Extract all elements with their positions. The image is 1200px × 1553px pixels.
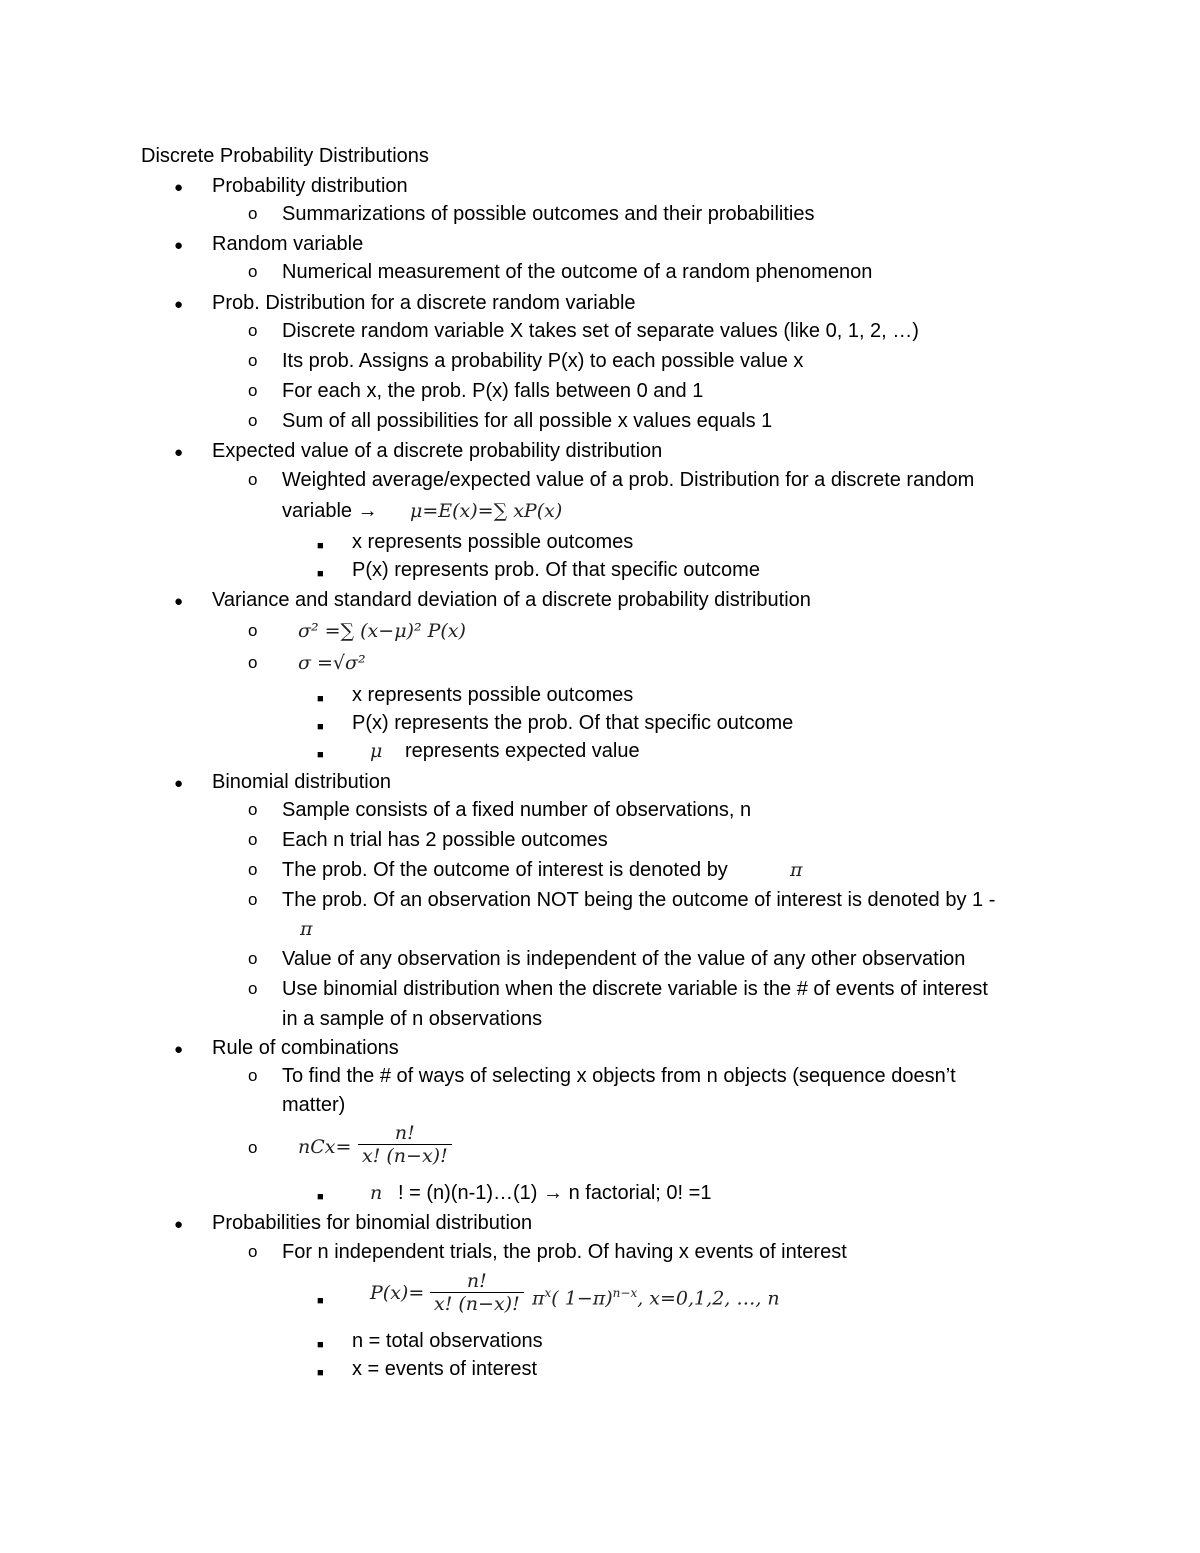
bullet-text: For n independent trials, the prob. Of having x events of interest xyxy=(282,1241,847,1263)
bullet-text: Value of any observation is independent of the value of any other observation xyxy=(282,948,966,970)
bullet-marker: ● xyxy=(174,593,184,610)
bullet-marker: ■ xyxy=(317,540,324,552)
fraction-denominator: x! (n−x)! xyxy=(434,1293,520,1315)
bullet-text: Summarizations of possible outcomes and their probabilities xyxy=(282,203,815,225)
bullet-text: x represents possible outcomes xyxy=(352,684,634,706)
pi-base: π xyxy=(532,1287,545,1310)
fraction-numerator: n! xyxy=(430,1270,524,1293)
bullet-marker: o xyxy=(248,949,258,968)
bullet-text: To find the # of ways of selecting x objects from n objects (sequence doesn’t xyxy=(282,1065,956,1087)
bullet-text: represents expected value xyxy=(405,740,640,762)
bullet-text: Variance and standard deviation of a discrete probability distribution xyxy=(212,589,811,611)
bullet-text: x represents possible outcomes xyxy=(352,531,634,553)
combination-lhs: nCx= xyxy=(298,1136,352,1158)
bullet-text: P(x) represents the prob. Of that specific outcome xyxy=(352,712,794,734)
fraction-numerator: n! xyxy=(358,1122,452,1145)
bullet-marker: o xyxy=(248,470,258,489)
std-dev-formula: σ =√σ² xyxy=(298,652,366,674)
bullet-text: variable → xyxy=(282,500,378,522)
bullet-marker: o xyxy=(248,411,258,430)
bullet-text: Sum of all possibilities for all possible x values equals 1 xyxy=(282,410,773,432)
bullet-marker: ■ xyxy=(317,568,324,580)
bullet-marker: ■ xyxy=(317,1295,324,1307)
bullet-text: Rule of combinations xyxy=(212,1037,399,1059)
binomial-lhs: P(x)= xyxy=(370,1282,425,1304)
bullet-text: The prob. Of the outcome of interest is denoted by xyxy=(282,859,728,881)
domain-of-x: , x=0,1,2, …, n xyxy=(637,1287,780,1310)
exponent-x: x xyxy=(544,1286,552,1300)
bullet-marker: o xyxy=(248,653,258,672)
bullet-marker: ■ xyxy=(317,1191,324,1203)
bullet-text: Expected value of a discrete probability distribution xyxy=(212,440,663,462)
bullet-marker: ■ xyxy=(317,1367,324,1379)
bullet-marker: o xyxy=(248,1242,258,1261)
bullet-marker: ● xyxy=(174,237,184,254)
bullet-text: Probability distribution xyxy=(212,175,408,197)
bullet-text: Discrete random variable X takes set of separate values (like 0, 1, 2, …) xyxy=(282,320,919,342)
bullet-marker: o xyxy=(248,890,258,909)
pi-symbol: π xyxy=(790,859,803,881)
bullet-marker: o xyxy=(248,262,258,281)
bullet-marker: o xyxy=(248,979,258,998)
bullet-text: Its prob. Assigns a probability P(x) to each possible value x xyxy=(282,350,804,372)
fraction-denominator: x! (n−x)! xyxy=(362,1145,448,1167)
bullet-text: matter) xyxy=(282,1094,346,1116)
bullet-marker: ● xyxy=(174,179,184,196)
mu-symbol: μ xyxy=(370,740,383,762)
binomial-fraction xyxy=(430,1270,524,1315)
n-symbol: n xyxy=(370,1182,383,1204)
bullet-marker: o xyxy=(248,1066,258,1085)
bullet-text: For each x, the prob. P(x) falls between 0 and 1 xyxy=(282,380,704,402)
bullet-text: ! = (n)(n-1)…(1) → n factorial; 0! =1 xyxy=(398,1182,712,1204)
bullet-marker: o xyxy=(248,860,258,879)
bullet-marker: ■ xyxy=(317,1339,324,1351)
bullet-marker: o xyxy=(248,621,258,640)
bullet-text: P(x) represents prob. Of that specific outcome xyxy=(352,559,760,581)
bullet-text: Prob. Distribution for a discrete random variable xyxy=(212,292,636,314)
bullet-marker: ■ xyxy=(317,721,324,733)
bullet-text: The prob. Of an observation NOT being the outcome of interest is denoted by 1 - xyxy=(282,889,996,911)
bullet-text: Binomial distribution xyxy=(212,771,391,793)
bullet-text: Probabilities for binomial distribution xyxy=(212,1212,533,1234)
bullet-text: Sample consists of a fixed number of observations, n xyxy=(282,799,752,821)
bullet-marker: ● xyxy=(174,296,184,313)
expected-value-formula: μ=E(x)=∑ xP(x) xyxy=(410,500,563,522)
bullet-marker: o xyxy=(248,830,258,849)
bullet-marker: ■ xyxy=(317,693,324,705)
pi-symbol: π xyxy=(300,918,313,940)
bullet-marker: o xyxy=(248,321,258,340)
bullet-text: Weighted average/expected value of a prob. Distribution for a discrete random xyxy=(282,469,975,491)
bullet-text: x = events of interest xyxy=(352,1358,538,1380)
bullet-marker: ● xyxy=(174,775,184,792)
bullet-marker: o xyxy=(248,1138,258,1157)
variance-formula: σ² =∑ (x−μ)² P(x) xyxy=(298,620,466,642)
doc-title: Discrete Probability Distributions xyxy=(141,145,429,167)
bullet-marker: o xyxy=(248,800,258,819)
bullet-marker: ■ xyxy=(317,749,324,761)
bullet-text: Numerical measurement of the outcome of a random phenomenon xyxy=(282,261,873,283)
complement-term: ( 1−π) xyxy=(551,1287,613,1310)
bullet-text: Random variable xyxy=(212,233,364,255)
bullet-marker: o xyxy=(248,204,258,223)
bullet-text: Each n trial has 2 possible outcomes xyxy=(282,829,608,851)
bullet-marker: ● xyxy=(174,1041,184,1058)
bullet-marker: ● xyxy=(174,444,184,461)
bullet-text: n = total observations xyxy=(352,1330,543,1352)
combination-fraction xyxy=(358,1122,452,1167)
bullet-marker: o xyxy=(248,351,258,370)
bullet-marker: ● xyxy=(174,1216,184,1233)
exponent-n-minus-x: n−x xyxy=(612,1286,638,1300)
binomial-rhs xyxy=(532,1282,780,1309)
bullet-row xyxy=(0,1270,1200,1326)
bullet-text: Use binomial distribution when the discrete variable is the # of events of interest xyxy=(282,978,988,1000)
bullet-marker: o xyxy=(248,381,258,400)
bullet-text: in a sample of n observations xyxy=(282,1008,543,1030)
bullet-row xyxy=(0,1122,1200,1174)
